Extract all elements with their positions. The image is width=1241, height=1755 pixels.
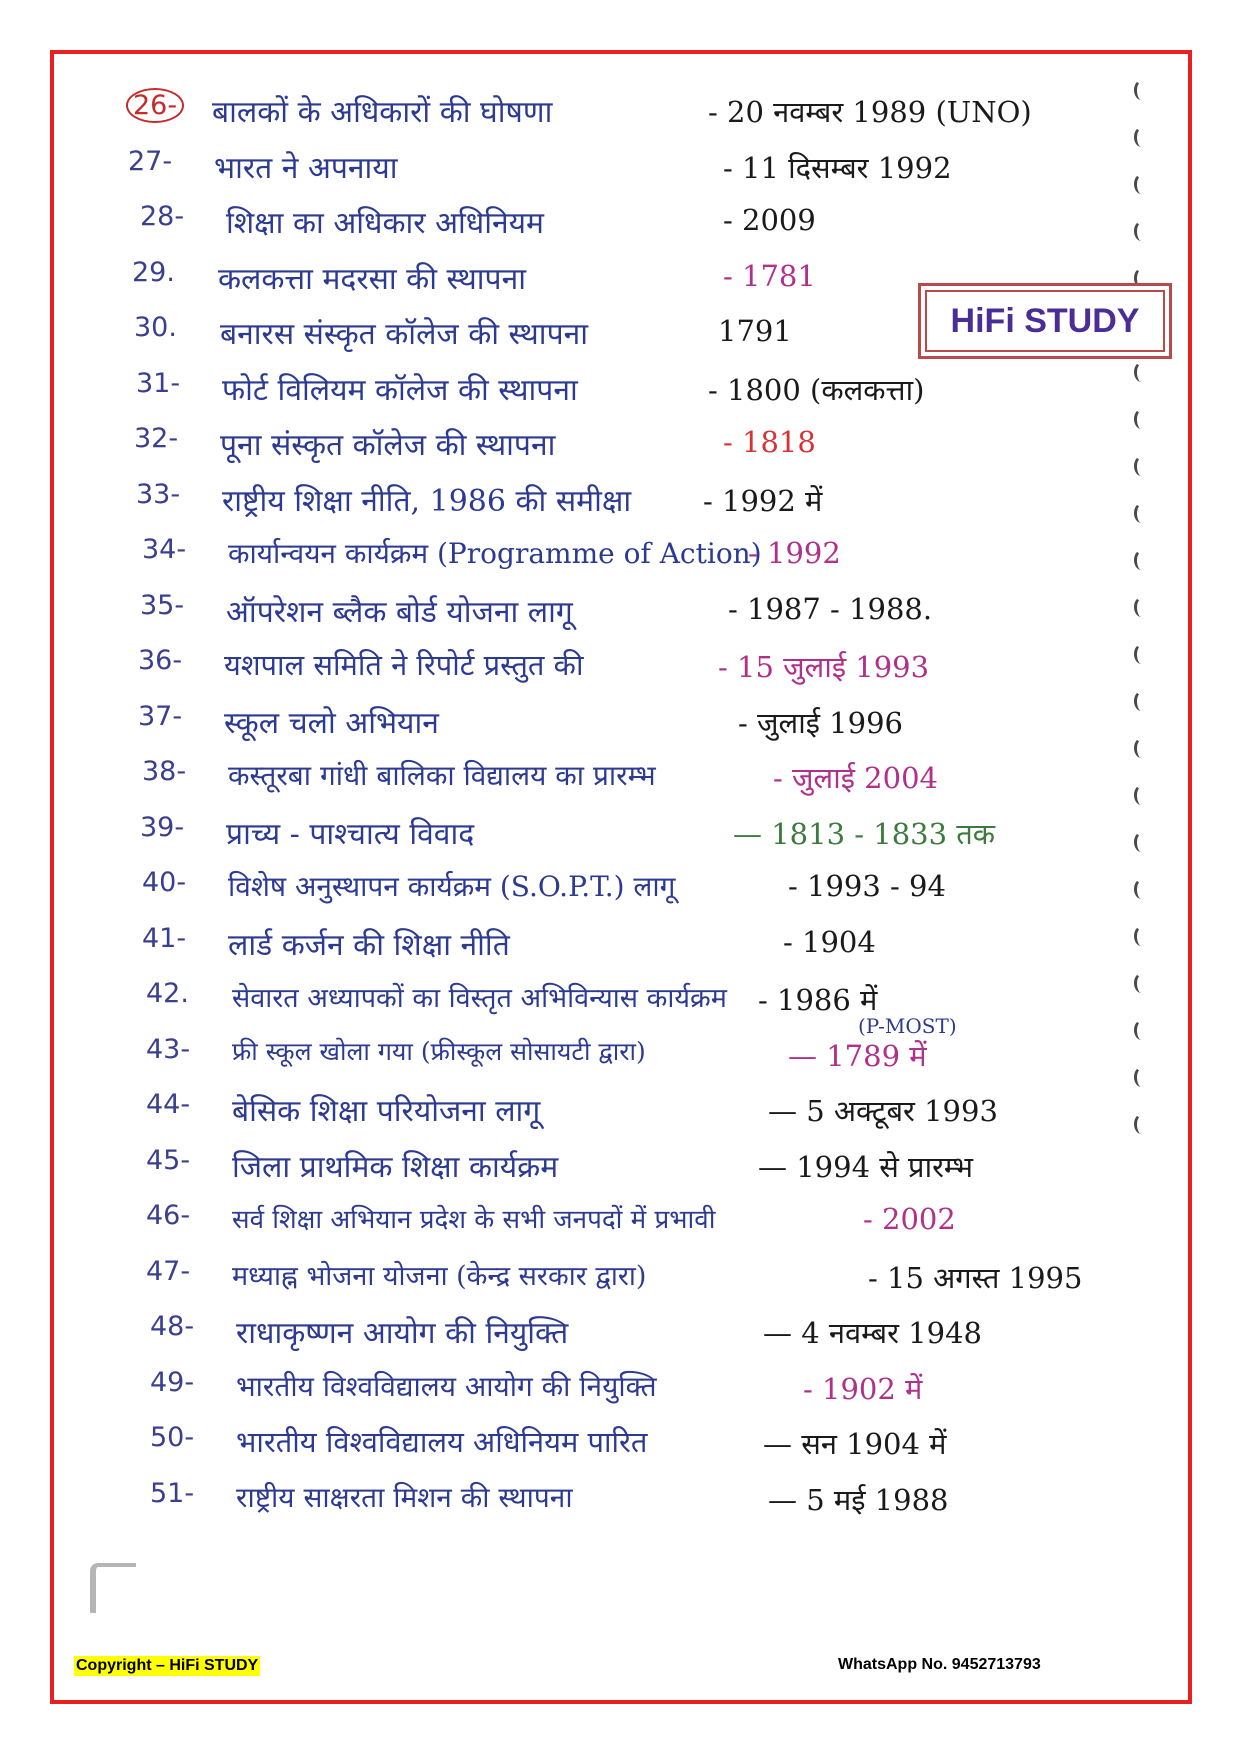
entry-number: 34- xyxy=(142,534,187,565)
entry-value: — 4 नवम्बर 1948 xyxy=(763,1316,982,1350)
entry-number: 41- xyxy=(142,922,187,954)
entry-number: 50- xyxy=(150,1422,195,1453)
copyright-label: Copyright – HiFi STUDY xyxy=(76,1657,259,1674)
entry-number: 35- xyxy=(140,589,185,621)
entry-value: - 1987 - 1988. xyxy=(728,591,933,626)
entry-description: स्कूल चलो अभियान xyxy=(224,705,439,741)
entry-value: 1791 xyxy=(718,314,792,348)
entry-description: भारत ने अपनाया xyxy=(214,150,398,186)
entry-value: - 1904 xyxy=(783,924,876,959)
entry-value: - 1902 में xyxy=(803,1371,923,1406)
watermark-logo xyxy=(918,283,1172,359)
entry-number: 37- xyxy=(138,700,183,732)
entry-number: 51- xyxy=(150,1477,195,1509)
entry-value: - 1986 में xyxy=(758,983,878,1017)
entry-value: - 15 अगस्त 1995 xyxy=(868,1260,1083,1295)
entry-value: — 5 अक्टूबर 1993 xyxy=(768,1094,998,1128)
entry-value: - 1800 (कलकत्ता) xyxy=(708,372,925,407)
entry-description: भारतीय विश्वविद्यालय आयोग की नियुक्ति xyxy=(236,1369,657,1403)
entry-row xyxy=(108,1478,1148,1530)
entry-number: 42. xyxy=(146,978,189,1009)
entry-description: भारतीय विश्वविद्यालय अधिनियम पारित xyxy=(236,1425,648,1459)
entry-number: 48- xyxy=(150,1311,195,1342)
entry-number: 27- xyxy=(128,145,173,177)
entry-value: - 2009 xyxy=(723,203,816,237)
entry-description: सेवारत अध्यापकों का विस्तृत अभिविन्यास कार्यक्रम xyxy=(232,983,727,1014)
entry-number: 32- xyxy=(134,423,179,454)
entry-value: — 1813 - 1833 तक xyxy=(733,816,996,851)
entry-value: - जुलाई 1996 xyxy=(738,705,903,740)
entry-description: मध्याह्न भोजना योजना (केन्द्र सरकार द्वारा) xyxy=(232,1260,647,1292)
entry-value: - 15 जुलाई 1993 xyxy=(718,650,930,684)
entry-description: राधाकृष्णन आयोग की नियुक्ति xyxy=(236,1316,569,1351)
entry-value: — 5 मई 1988 xyxy=(768,1482,949,1517)
entry-number: 31- xyxy=(136,367,181,399)
entry-row xyxy=(108,368,1148,420)
entry-number: 49- xyxy=(150,1366,195,1398)
entry-value: - 20 नवम्बर 1989 (UNO) xyxy=(708,95,1032,129)
entry-number: 26- xyxy=(126,88,184,123)
entry-description: यशपाल समिति ने रिपोर्ट प्रस्तुत की xyxy=(224,648,584,682)
entry-row xyxy=(108,1200,1148,1252)
entry-value: - 2002 xyxy=(863,1202,956,1236)
entry-row xyxy=(108,534,1148,586)
entry-row xyxy=(108,1034,1148,1086)
entry-row xyxy=(108,812,1148,864)
entry-row xyxy=(108,645,1148,697)
entry-description: लार्ड कर्जन की शिक्षा नीति xyxy=(228,927,510,963)
entry-row xyxy=(108,923,1148,975)
entry-value: — 1789 में xyxy=(788,1038,927,1073)
entry-row xyxy=(108,978,1148,1038)
entry-number: 38- xyxy=(142,756,187,787)
entry-row xyxy=(108,90,1148,142)
entry-value: - 1993 - 94 xyxy=(788,869,946,903)
entry-row xyxy=(108,1422,1148,1474)
entry-number: 46- xyxy=(146,1200,191,1231)
entry-description: बनारस संस्कृत कॉलेज की स्थापना xyxy=(220,317,589,352)
entry-row xyxy=(108,423,1148,475)
entry-number: 30. xyxy=(134,312,177,343)
entry-number: 28- xyxy=(140,201,185,232)
entry-row xyxy=(108,1145,1148,1197)
entry-number: 45- xyxy=(146,1144,191,1176)
whatsapp-label: WhatsApp No. 9452713793 xyxy=(838,1656,1041,1673)
entry-value: - 1781 xyxy=(723,258,816,293)
entry-row xyxy=(108,701,1148,753)
entry-row xyxy=(108,590,1148,642)
watermark-text: HiFi STUDY xyxy=(925,290,1165,352)
entry-value: — सन 1904 में xyxy=(763,1427,947,1461)
entry-number: 40- xyxy=(142,867,187,898)
entry-number: 44- xyxy=(146,1089,191,1120)
entry-description: राष्ट्रीय शिक्षा नीति, 1986 की समीक्षा xyxy=(222,483,632,519)
entry-description: जिला प्राथमिक शिक्षा कार्यक्रम xyxy=(232,1149,559,1185)
page-corner-mark xyxy=(90,1563,136,1613)
entry-number: 33- xyxy=(136,478,181,510)
entry-description: फोर्ट विलियम कॉलेज की स्थापना xyxy=(222,372,578,408)
entry-description: शिक्षा का अधिकार अधिनियम xyxy=(226,206,544,241)
entry-row xyxy=(108,867,1148,919)
entry-description: कलकत्ता मदरसा की स्थापना xyxy=(218,261,526,297)
entry-description: विशेष अनुस्थापन कार्यक्रम (S.O.P.T.) लागू xyxy=(228,870,676,903)
entry-description: पूना संस्कृत कॉलेज की स्थापना xyxy=(220,428,556,463)
entry-description: बालकों के अधिकारों की घोषणा xyxy=(212,95,553,130)
entry-value: - 1992 xyxy=(748,536,841,570)
entry-row xyxy=(108,146,1148,198)
entry-number: 47- xyxy=(146,1255,191,1287)
entry-value: - जुलाई 2004 xyxy=(773,761,938,795)
entry-value: - 11 दिसम्बर 1992 xyxy=(723,150,952,185)
entry-value: — 1994 से प्रारम्भ xyxy=(758,1149,974,1184)
entry-description: बेसिक शिक्षा परियोजना लागू xyxy=(232,1094,541,1129)
entry-row xyxy=(108,1311,1148,1363)
entry-row xyxy=(108,1367,1148,1419)
entry-row xyxy=(108,479,1148,531)
entry-number: 29. xyxy=(132,256,175,288)
entry-description: प्राच्य - पाश्चात्य विवाद xyxy=(226,816,475,852)
entry-description: राष्ट्रीय साक्षरता मिशन की स्थापना xyxy=(236,1480,573,1514)
entry-row xyxy=(108,756,1148,808)
entry-number: 39- xyxy=(140,811,185,843)
entry-value: - 1818 xyxy=(723,425,816,459)
entry-row xyxy=(108,1089,1148,1141)
entry-description: कस्तूरबा गांधी बालिका विद्यालय का प्रारम्भ xyxy=(228,759,656,792)
entry-value: - 1992 में xyxy=(703,483,823,518)
entry-description: सर्व शिक्षा अभियान प्रदेश के सभी जनपदों में प्रभावी xyxy=(232,1205,716,1235)
entry-number: 43- xyxy=(146,1033,191,1065)
entry-description: ऑपरेशन ब्लैक बोर्ड योजना लागू xyxy=(226,594,573,630)
entry-description: कार्यान्वयन कार्यक्रम (Programme of Action) xyxy=(228,537,762,570)
entry-number: 36- xyxy=(138,645,183,676)
entry-description: फ्री स्कूल खोला गया (फ्रीस्कूल सोसायटी द्वारा) xyxy=(232,1036,646,1066)
entry-row xyxy=(108,201,1148,253)
entry-note: (P-MOST) xyxy=(858,1014,957,1038)
entry-row xyxy=(108,1256,1148,1308)
